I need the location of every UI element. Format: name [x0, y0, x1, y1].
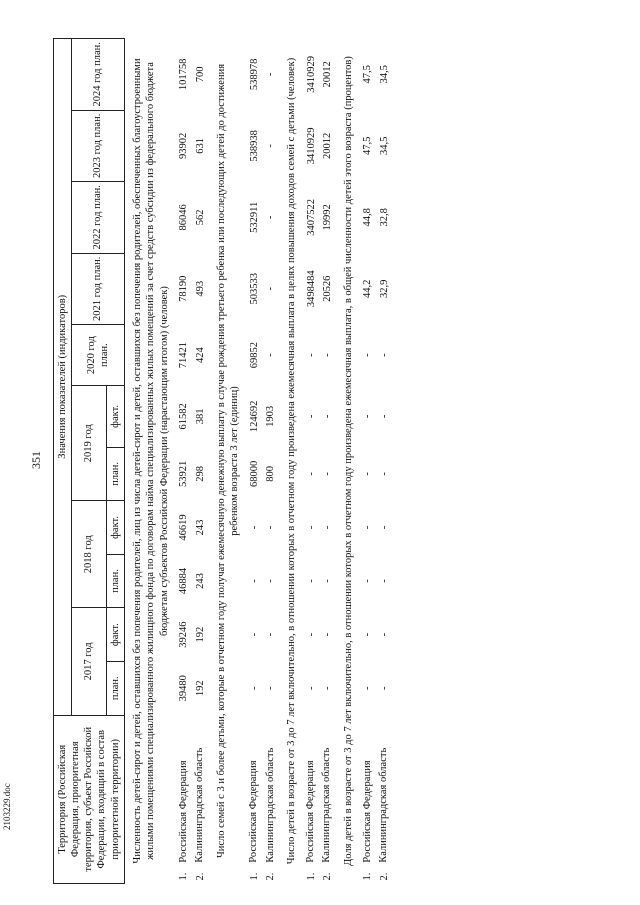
row-value: 20526: [322, 275, 334, 302]
row-number: 1.: [305, 872, 317, 881]
header-2017-fact: факт.: [106, 608, 124, 662]
row-value: -: [305, 472, 317, 476]
row-value: 69852: [248, 342, 260, 369]
row-value: 20012: [322, 61, 334, 88]
row-value: 124692: [248, 400, 260, 433]
table-row: [176, 39, 193, 884]
row-value: 538978: [248, 58, 260, 91]
row-value: -: [379, 686, 391, 690]
row-value: -: [305, 632, 317, 637]
row-number: 2.: [265, 872, 277, 881]
row-number: 2.: [379, 872, 391, 881]
row-value: 298: [194, 465, 206, 482]
header-2018-fact: факт.: [106, 501, 124, 555]
row-value: 700: [194, 66, 206, 83]
row-value: -: [265, 144, 277, 148]
row-number: 1.: [362, 872, 374, 881]
row-value: -: [322, 579, 334, 583]
row-value: -: [305, 686, 317, 690]
row-number: 1.: [248, 872, 260, 881]
section-header-row: [336, 39, 360, 884]
header-2019-fact: факт.: [106, 386, 124, 447]
row-territory: Российская Федерация: [177, 760, 189, 863]
document-filename: 2103229.doc: [2, 783, 12, 830]
row-value: 46619: [178, 514, 190, 541]
row-value: 32,9: [379, 279, 391, 298]
row-value: 493: [194, 280, 206, 297]
row-value: 78190: [178, 275, 190, 302]
header-2018-plan: план.: [106, 554, 124, 608]
row-value: 503533: [248, 273, 260, 305]
row-value: -: [248, 525, 260, 530]
row-value: -: [362, 686, 374, 690]
row-value: 53921: [178, 460, 190, 487]
header-plan-2022: 2022 год план.: [72, 182, 125, 253]
table-row: [192, 39, 209, 884]
table-row: [263, 39, 280, 884]
row-value: -: [362, 414, 374, 419]
row-value: -: [305, 414, 317, 419]
row-territory: Российская Федерация: [361, 760, 373, 863]
row-value: 39246: [178, 621, 190, 648]
row-value: 32,8: [379, 208, 391, 227]
section-title: Доля детей в возрасте от 3 до 7 лет включительно, в отношении которых в отчетном году произведена ежемесячная выплата, в общей численности детей этого возраста (процентов): [343, 56, 355, 866]
row-value: -: [265, 215, 277, 220]
page-number: 351: [29, 451, 43, 469]
row-value: 44,2: [362, 279, 374, 298]
row-value: -: [362, 579, 374, 583]
row-value: 47,5: [362, 136, 374, 156]
row-value: -: [322, 525, 334, 530]
row-value: -: [305, 579, 317, 583]
table-row: [360, 39, 377, 884]
row-value: 61582: [178, 403, 190, 430]
row-value: 101758: [178, 58, 190, 91]
row-value: 538938: [248, 130, 260, 162]
row-value: 39480: [178, 675, 190, 702]
row-value: 243: [194, 573, 206, 589]
row-value: -: [265, 579, 277, 583]
row-value: -: [265, 525, 277, 530]
row-value: -: [322, 686, 334, 690]
section-header-row: [124, 39, 175, 884]
row-number: 2.: [322, 872, 334, 881]
row-value: 44,8: [362, 208, 374, 227]
row-territory: Калининградская область: [264, 747, 276, 863]
header-indicators: Значения показателей (индикаторов): [54, 39, 72, 716]
row-value: 381: [194, 408, 206, 425]
section-header-row: [209, 39, 246, 884]
row-value: 1903: [265, 405, 277, 427]
section-title: Численность детей-сирот и детей, оставшихся без попечения родителей, лиц из числа детей-сирот и детей, оставшихся без попечения родителей, обеспеченных благоустроенными жилыми помещениями специализированного жилищного фонда по договорам найма специализированных жилых помещений за счет средств субсидии из федерального бюджета бюджетам субъектов Российской Федерации (нарастающим итогом) (человек): [131, 58, 170, 864]
row-value: -: [265, 632, 277, 637]
row-number: 2.: [194, 872, 206, 881]
row-value: 800: [265, 465, 277, 482]
table-row: [246, 39, 263, 884]
section-title: Число семей с 3 и более детьми, которые в отчетном году получат ежемесячную денежную выплату в случае рождения третьего ребенка или последующих детей до достижения ребенком возраста 3 лет (единиц): [215, 63, 241, 859]
row-value: 93902: [178, 132, 190, 159]
header-territory: Территория (Российская Федерация, приоритетная территория, субъект Российской Федерации, входящий в состав приоритетной территории): [54, 715, 125, 883]
table-body: [124, 39, 393, 884]
row-territory: Калининградская область: [321, 747, 333, 863]
row-value: -: [379, 632, 391, 637]
row-value: -: [322, 472, 334, 476]
header-year-2019: 2019 год: [72, 386, 106, 501]
row-value: 532911: [248, 201, 260, 233]
row-value: -: [265, 287, 277, 291]
row-number: 1.: [178, 872, 190, 881]
row-value: -: [265, 686, 277, 690]
row-value: -: [248, 632, 260, 637]
row-value: -: [265, 72, 277, 77]
row-value: -: [379, 353, 391, 357]
row-value: 3410929: [305, 127, 317, 165]
row-value: 46884: [178, 567, 190, 595]
row-territory: Российская Федерация: [248, 760, 260, 863]
row-value: -: [322, 632, 334, 637]
rotated-page: [15, 30, 615, 890]
header-2017-plan: план.: [106, 661, 124, 715]
header-plan-2020: 2020 год план.: [72, 325, 125, 386]
row-value: -: [305, 353, 317, 357]
row-value: -: [322, 353, 334, 357]
header-year-2017: 2017 год: [72, 608, 106, 715]
row-value: -: [379, 414, 391, 419]
row-value: 3498484: [305, 270, 317, 308]
row-territory: Российская Федерация: [304, 760, 316, 863]
row-value: 192: [194, 680, 206, 697]
indicators-table: [53, 38, 393, 884]
row-value: 3407522: [305, 198, 317, 236]
row-value: 20012: [322, 132, 334, 159]
table-row: [319, 39, 336, 884]
row-value: -: [362, 472, 374, 476]
row-value: -: [379, 579, 391, 583]
row-value: -: [362, 525, 374, 530]
header-plan-2021: 2021 год план.: [72, 253, 125, 324]
row-value: 34,5: [379, 65, 391, 84]
header-plan-2024: 2024 год план.: [72, 39, 125, 111]
row-value: 34,5: [379, 136, 391, 156]
row-value: -: [362, 353, 374, 357]
row-value: -: [379, 472, 391, 476]
row-value: -: [362, 632, 374, 637]
row-value: 71421: [178, 342, 190, 369]
section-title: Число детей в возрасте от 3 до 7 лет включительно, в отношении которых в отчетном году произведена ежемесячная выплата в целях повышения доходов семей с детьми (человек): [286, 57, 298, 865]
row-value: 424: [194, 347, 206, 364]
row-territory: Калининградская область: [194, 747, 206, 863]
row-value: 243: [194, 519, 206, 536]
row-value: 3410929: [305, 55, 317, 93]
section-header-row: [279, 39, 303, 884]
row-value: 192: [194, 626, 206, 643]
row-value: 47,5: [362, 65, 374, 84]
row-value: 562: [194, 209, 206, 226]
header-2019-plan: план.: [106, 447, 124, 501]
row-value: -: [248, 579, 260, 583]
row-value: -: [322, 414, 334, 419]
row-value: -: [305, 525, 317, 530]
row-value: -: [379, 525, 391, 530]
row-value: 631: [194, 137, 206, 154]
header-year-2018: 2018 год: [72, 501, 106, 608]
row-value: -: [265, 353, 277, 357]
row-territory: Калининградская область: [378, 747, 390, 863]
header-plan-2023: 2023 год план.: [72, 110, 125, 181]
row-value: 68000: [248, 460, 260, 487]
table-row: [376, 39, 393, 884]
row-value: 86046: [178, 204, 190, 231]
row-value: 19992: [322, 204, 334, 231]
row-value: -: [248, 686, 260, 690]
table-row: [303, 39, 320, 884]
